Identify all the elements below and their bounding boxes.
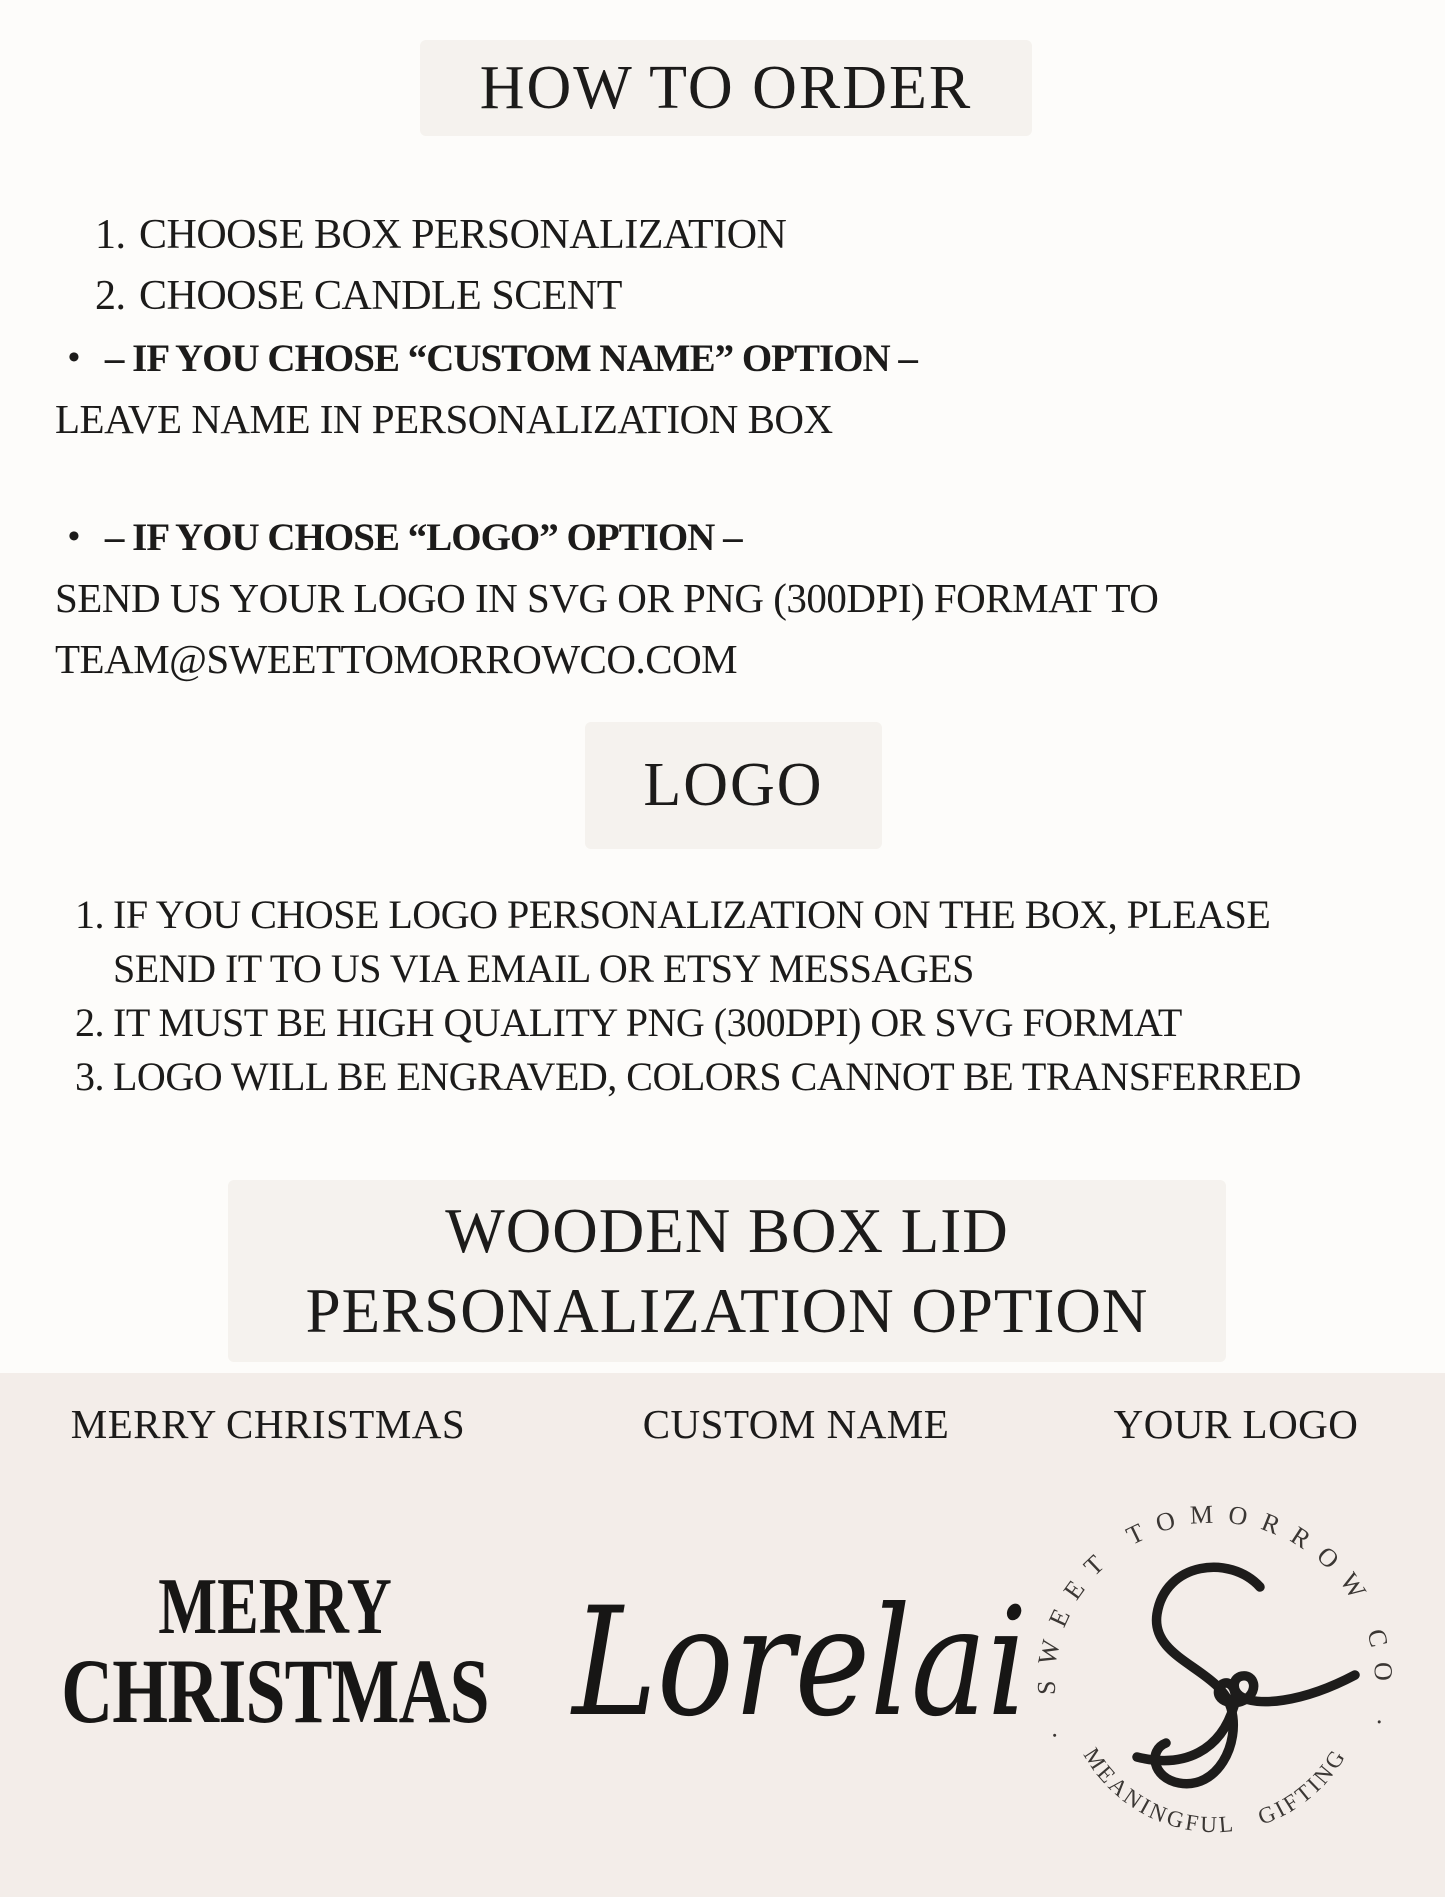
custom-name-sample-script: Lorelai [572, 1576, 1028, 1750]
step-1-row [0, 205, 1445, 266]
option-label-merry-christmas: MERRY CHRISTMAS [70, 1401, 466, 1447]
brand-seal-icon [1025, 1492, 1405, 1872]
merry-christmas-sample-logo [61, 1563, 489, 1742]
logo-note-heading: – IF YOU CHOSE “LOGO” OPTION – [104, 516, 742, 559]
how-to-order-title: HOW TO ORDER [479, 53, 973, 122]
wooden-box-title-line1: WOODEN BOX LID [445, 1196, 1009, 1266]
custom-name-note-heading-row [0, 327, 1445, 389]
custom-name-note-heading: – IF YOU CHOSE “CUSTOM NAME” OPTION – [104, 337, 917, 380]
wooden-box-panel [228, 1180, 1226, 1362]
merry-christmas-sample-line2: CHRISTMAS [61, 1640, 489, 1742]
logo-item-1-line1: IF YOU CHOSE LOGO PERSONALIZATION ON THE BOX, PLEASE [113, 892, 1271, 937]
logo-item-3-text: LOGO WILL BE ENGRAVED, COLORS CANNOT BE TRANSFERRED [113, 1054, 1301, 1099]
step-2-text: CHOOSE CANDLE SCENT [139, 273, 622, 319]
step-1-marker: 1. [95, 212, 126, 258]
logo-item-2-text: IT MUST BE HIGH QUALITY PNG (300DPI) OR SVG FORMAT [113, 1000, 1182, 1045]
logo-item-1-row [0, 888, 1445, 942]
monogram-s-icon [1137, 1567, 1355, 1783]
step-2-row [0, 266, 1445, 327]
logo-note-email: TEAM@SWEETTOMORROWCO.COM [55, 636, 738, 682]
how-to-order-panel [420, 40, 1032, 136]
custom-name-note-body: LEAVE NAME IN PERSONALIZATION BOX [55, 396, 833, 442]
logo-item-2-row [0, 996, 1445, 1050]
option-label-your-logo: YOUR LOGO [1113, 1401, 1359, 1447]
option-label-custom-name: CUSTOM NAME [642, 1401, 950, 1447]
logo-note-heading-row [0, 506, 1445, 568]
logo-title: LOGO [643, 751, 824, 819]
logo-item-1-marker: 1. [75, 892, 104, 937]
personalization-options-section [0, 1373, 1445, 1897]
logo-item-3-row [0, 1050, 1445, 1104]
bullet-icon: • [68, 518, 79, 555]
logo-list [0, 888, 1445, 1104]
logo-item-1-line2: SEND IT TO US VIA EMAIL OR ETSY MESSAGES [113, 946, 974, 991]
merry-christmas-sample-line1: MERRY [158, 1563, 392, 1651]
seal-arc-top-text: · SWEET TOMORROW CO · [1031, 1499, 1399, 1744]
logo-note-body-line1: SEND US YOUR LOGO IN SVG OR PNG (300DPI) FORMAT TO [55, 575, 1159, 621]
logo-panel [585, 722, 882, 849]
step-1-text: CHOOSE BOX PERSONALIZATION [139, 212, 787, 258]
bullet-icon: • [68, 339, 79, 376]
how-to-order-list [0, 205, 1445, 690]
logo-item-2-marker: 2. [75, 1000, 104, 1045]
logo-item-3-marker: 3. [75, 1054, 104, 1099]
wooden-box-title-line2: PERSONALIZATION OPTION [305, 1276, 1149, 1346]
seal-arc-bottom-text: MEANINGFUL GIFTING [1078, 1743, 1352, 1838]
step-2-marker: 2. [95, 273, 126, 319]
